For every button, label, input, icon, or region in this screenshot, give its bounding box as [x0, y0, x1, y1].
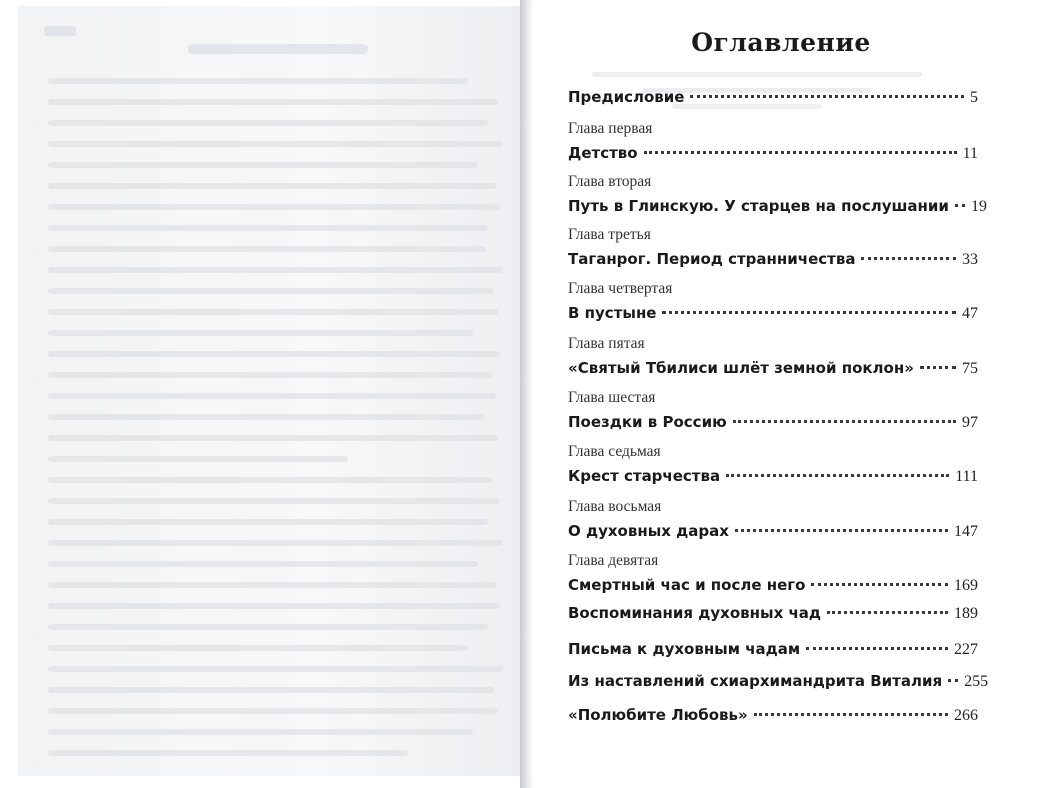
- faded-text-line: [48, 246, 486, 252]
- toc-page-number: 33: [962, 251, 978, 268]
- toc-entry-title: Детство: [568, 144, 638, 162]
- faded-text-line: [48, 309, 498, 315]
- chapter-label: Глава девятая: [568, 552, 659, 569]
- dot-leader: [662, 311, 956, 314]
- toc-entry-title: «Полюбите Любовь»: [568, 706, 748, 724]
- bleed-through-line: [592, 72, 922, 77]
- faded-text-line: [48, 225, 488, 231]
- faded-text-line: [48, 624, 488, 630]
- toc-entry-title: Таганрог. Период странничества: [568, 250, 856, 268]
- toc-entry-memoirs[interactable]: [568, 602, 978, 624]
- faded-text-line: [48, 288, 494, 294]
- faded-text-line: [48, 372, 492, 378]
- toc-entry-title: Письма к духовным чадам: [568, 640, 801, 658]
- toc-page-number: 227: [954, 641, 978, 658]
- faded-text-line: [48, 519, 488, 525]
- faded-text-line: [48, 708, 498, 714]
- chapter-label: Глава третья: [568, 226, 651, 243]
- toc-entry-title: В пустыне: [568, 304, 657, 322]
- toc-page-number: 255: [964, 673, 989, 690]
- toc-entry-chapter-2[interactable]: [568, 172, 987, 217]
- faded-text-line: [48, 645, 468, 651]
- toc-entry-title: О духовных дарах: [568, 522, 729, 540]
- dot-leader: [726, 474, 949, 477]
- chapter-label: Глава первая: [568, 120, 653, 137]
- chapter-label: Глава седьмая: [568, 443, 661, 460]
- toc-page-number: 169: [954, 577, 978, 594]
- dot-leader: [644, 151, 957, 154]
- toc-page-number: 111: [955, 468, 978, 485]
- toc-entry-love[interactable]: [568, 704, 978, 726]
- toc-entry-title: Воспоминания духовных чад: [568, 604, 822, 622]
- toc-entry-chapter-6[interactable]: [568, 388, 978, 433]
- toc-entry-preface[interactable]: [568, 86, 978, 108]
- faded-text-line: [48, 456, 348, 462]
- toc-page-number: 266: [954, 707, 978, 724]
- faded-running-header: [188, 44, 368, 54]
- toc-entry-letters[interactable]: [568, 638, 978, 660]
- toc-entry-chapter-3[interactable]: [568, 225, 978, 270]
- dot-leader: [806, 647, 948, 650]
- toc-page-number: 11: [962, 145, 978, 162]
- faded-text-line: [48, 99, 498, 105]
- faded-text-line: [48, 540, 503, 546]
- toc-entry-chapter-8[interactable]: [568, 497, 978, 542]
- dot-leader: [754, 713, 948, 716]
- toc-entry-title: Поездки в Россию: [568, 413, 727, 431]
- faded-text-line: [48, 330, 473, 336]
- chapter-label: Глава пятая: [568, 335, 645, 352]
- faded-text-line: [48, 603, 500, 609]
- toc-entry-chapter-5[interactable]: [568, 334, 978, 379]
- faded-text-line: [48, 162, 478, 168]
- dot-leader: [955, 204, 965, 207]
- dot-leader: [948, 679, 958, 682]
- toc-entry-instructions[interactable]: [568, 670, 989, 692]
- chapter-label: Глава вторая: [568, 173, 652, 190]
- faded-text-line: [48, 267, 503, 273]
- faded-text-line: [48, 351, 500, 357]
- toc-entry-title: Смертный час и после него: [568, 576, 806, 594]
- toc-page-number: 97: [962, 414, 978, 431]
- toc-page-number: 5: [970, 89, 978, 106]
- faded-text-line: [48, 750, 408, 756]
- toc-page-number: 19: [970, 198, 987, 215]
- left-page-faded: [18, 6, 524, 776]
- dot-leader: [735, 529, 948, 532]
- faded-text-line: [48, 78, 468, 84]
- toc-entry-title: Крест старчества: [568, 467, 721, 485]
- faded-text-line: [48, 435, 498, 441]
- toc-entry-chapter-4[interactable]: [568, 279, 978, 324]
- faded-text-line: [48, 414, 484, 420]
- chapter-label: Глава шестая: [568, 389, 656, 406]
- toc-page-number: 75: [962, 360, 978, 377]
- faded-text-line: [48, 582, 496, 588]
- dot-leader: [827, 611, 948, 614]
- faded-text-line: [48, 204, 500, 210]
- toc-entry-title: Путь в Глинскую. У старцев на послушании: [568, 197, 949, 215]
- faded-text-line: [48, 120, 488, 126]
- faded-text-line: [48, 666, 503, 672]
- toc-entry-title: Предисловие: [568, 88, 685, 106]
- toc-entry-chapter-7[interactable]: [568, 442, 978, 487]
- faded-text-line: [48, 687, 494, 693]
- faded-text-line: [48, 141, 503, 147]
- toc-page-number: 189: [954, 605, 978, 622]
- faded-text-line: [48, 183, 496, 189]
- toc-entry-chapter-1[interactable]: [568, 119, 978, 164]
- faded-text-line: [48, 393, 496, 399]
- dot-leader: [733, 420, 956, 423]
- dot-leader: [861, 257, 956, 260]
- toc-page-number: 47: [962, 305, 978, 322]
- faded-text-line: [48, 477, 493, 483]
- chapter-label: Глава четвертая: [568, 280, 673, 297]
- faded-text-line: [48, 561, 478, 567]
- faded-text-line: [48, 498, 500, 504]
- dot-leader: [920, 366, 956, 369]
- dot-leader: [690, 95, 964, 98]
- toc-entry-chapter-9[interactable]: [568, 551, 978, 596]
- toc-page-number: 147: [954, 523, 978, 540]
- faded-text-line: [48, 729, 473, 735]
- chapter-label: Глава восьмая: [568, 498, 662, 515]
- toc-entry-title: Из наставлений схиархимандрита Виталия: [568, 672, 943, 690]
- faded-page-number: [44, 26, 76, 36]
- toc-entry-title: «Святый Тбилиси шлёт земной поклон»: [568, 359, 914, 377]
- toc-title: Оглавление: [691, 28, 871, 57]
- toc-page: [532, 6, 1030, 778]
- dot-leader: [811, 583, 948, 586]
